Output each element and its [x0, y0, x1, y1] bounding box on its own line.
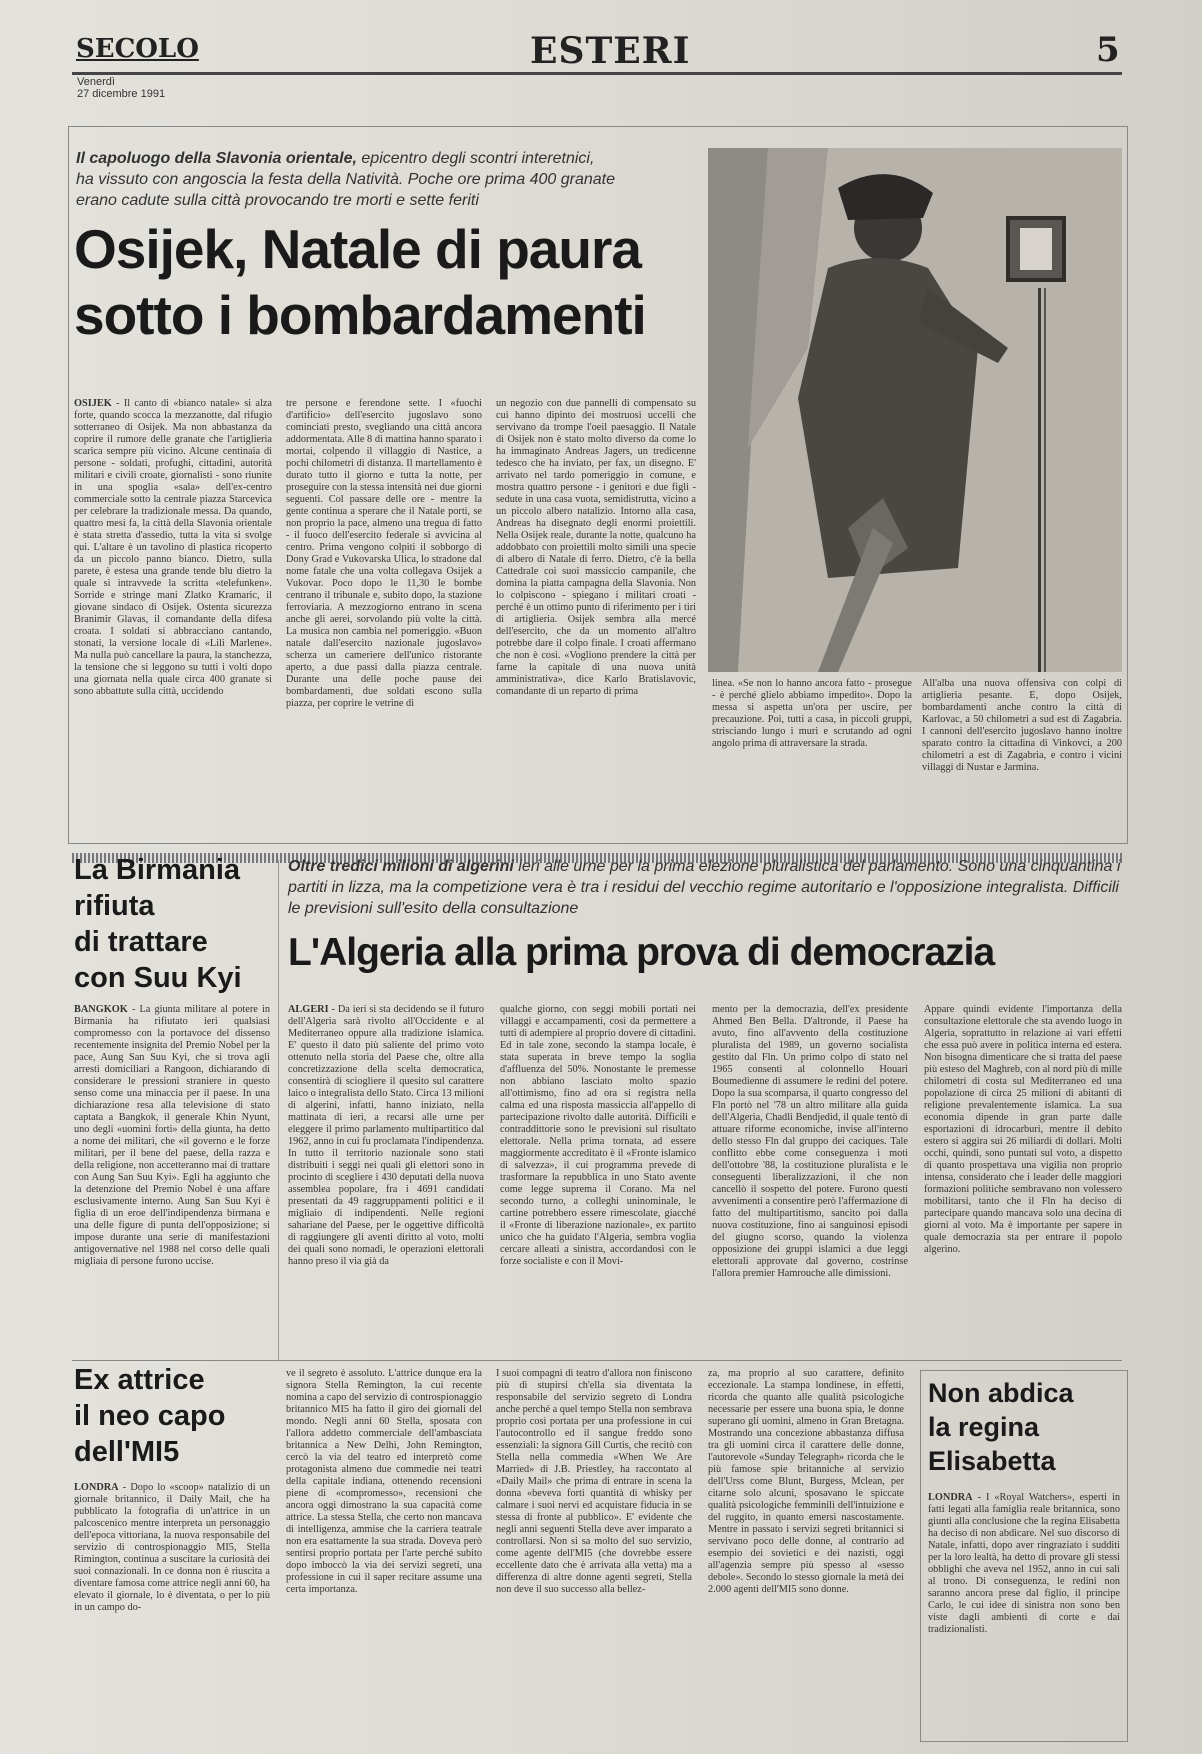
algeria-headline: L'Algeria alla prima prova di democrazia — [288, 931, 995, 974]
issue-date — [77, 76, 165, 100]
header-rule — [72, 72, 1122, 75]
mi5-col4-text: za, ma proprio al suo carattere, definito eccezionale. La stampa londinese, in effetti, ricorda che quanto alle qualità psicologiche necessarie per essere una buona spia, le donne superano gli uomini, almeno in Gran Bretagna. Mostrando una concezione abbastanza diffusa tra gli uomini circa il carattere delle donne, l'autorevole «Sunday Telegraph» ricorda che le più famose spie britanniche al servizio dell'Urss come Blunt, Burgess, Mclean, per citarne solo alcuni, sposavano le spiccate qualità psicologiche femminili dell'intuizione e del ruggito, in quanto emersi nascostamente. Mentre in passato i servizi segreti britannici si servivano poco delle donne, al contrario ad esempio dei sovietici e dei nazisti, oggi all'agenzia sempre più spesso al «sesso debole». Secondo lo stesso giornale la metà dei 2.000 agenti dell'MI5 sono donne. — [708, 1368, 904, 1595]
osijek-col3-text: un negozio con due pannelli di compensato su cui hanno dipinto dei mostruosi uccelli che servivano da trompe l'oeil paesaggio. Il Natale di Osijek non è stato molto diverso da come lo ha immaginato Andreas Jagers, un tredicenne tedesco che ha inviato, per fax, un disegno. E' arrivato nel tardo pomeriggio in comune, e mostra quattro persone - i genitori e due figli - sedute in una casa vuota, semidistrutta, vicino a un piccolo albero natalizio. Intorno alla casa, Andreas ha disegnato degli enormi proiettili. Nella Osijek reale, durante la notte, qualcuno ha addobbato con proiettili molto simili una specie di albero di Natale di ferro. Dietro, c'è la bella Cattedrale coi suoi massiccio campanile, che domina la piatta campagna della Slavonia. Non lo colpiscono - spiegano i militari croati - perché è un ottimo punto di riferimento per i tiri di artiglieria. Osijek sembra alla mercé dell'esercito, che da un momento all'altro potrebbe dare il colpo finale. I croati affermano che non è così. «Vogliono prendere la città per farne la capitale di una nuova unità amministrativa», dice Karlo Bratislavovic, comandante di un reparto di prima — [496, 398, 696, 697]
algeria-col1-text: - Da ieri si sta decidendo se il futuro dell'Algeria sarà rivolto all'Occidente e al Mediterraneo oppure alla tradizione islamica. E' questo il dato più saliente del primo voto ottenuto nella storia del Paese che, oltre alla concretizzazione della scelta democratica, consentirà di sciogliere il quesito sul carattere laico o integralista dello Stato. Circa 13 milioni di algerini, infatti, hanno iniziato, nella mattinata di ieri, a recarsi alle urne per eleggere il primo parlamento multipartitico dal 1962, anno in cui fu proclamata l'indipendenza. In tutto il territorio nazionale sono stati distribuiti i seggi nei quali gli elettori sono in procinto di scegliere i 430 deputati della nuova assemblea popolare, fra i 4691 candidati presentati da 49 raggruppamenti politici e il migliaio di indipendenti. Nelle regioni sahariane del Paese, per le oggettive difficoltà di raggiungere gli aventi diritto al voto, molti dei quali sono nomadi, le operazioni elettorali hanno preso il via già da — [288, 1004, 484, 1267]
mi5-col2-text: ve il segreto è assoluto. L'attrice dunque era la signora Stella Remington, la cui recente nomina a capo del servizio di controspionaggio britannico MI5 ha fatto il giro dei giornali del mondo. Negli anni 60 Stella, sposata con l'allora addetto commerciale dell'ambasciata britannica a New Delhi, John Remington, cercò la via del teatro ed interpretò come protagonista almeno due commedie nei teatri della capitale indiana, ottenendo recensioni piene di «compromesso», recensioni che ancora oggi dimostrano la sua capacità come attrice. La stessa Stella, che certo non mancava di intelligenza, ammise che la carriera teatrale non era esattamente la sua strada. Doveva però sentirsi proprio portata per l'arte perché subito dopo imboccò la via dei servizi segreti, una professione in cui il saper recitare assume una certa importanza. — [286, 1368, 482, 1595]
elisabetta-dateline: LONDRA — [928, 1492, 973, 1503]
birmania-dateline: BANGKOK — [74, 1004, 128, 1015]
elisabetta-text — [928, 1492, 1120, 1736]
mi5-col4 — [708, 1368, 904, 1740]
algeria-kicker — [288, 856, 1122, 919]
algeria-col4 — [924, 1004, 1122, 1356]
bottom-divider — [72, 1360, 1122, 1361]
osijek-col4-text: linea. «Se non lo hanno ancora fatto - prosegue - è perché glielo abbiamo impedito». Dopo la messa si aspetta un'ora per uscire, per precauzione. Poi, tutti a casa, in piccoli gruppi, strisciando lungo i muri e scrutando ad ogni angolo prima di attraversare la strada. — [712, 678, 912, 749]
mi5-headline-line3: dell'MI5 — [74, 1436, 180, 1468]
algeria-col2 — [500, 1004, 696, 1356]
osijek-col3 — [496, 398, 696, 838]
algeria-col4-text: Appare quindi evidente l'importanza della consultazione elettorale che sta avendo luogo in Algeria, soprattutto in relazione ai vari effetti che essa può avere in politica interna ed estera. Non bisogna dimenticare che si tratta del paese più esteso del Maghreb, con al nord più di mille chilometri di costa sul Mediterraneo ed una popolazione di circa 25 milioni di abitanti di religione prevalentemente islamica. La sua economia dipende in gran parte dalle esportazioni di idrocarburi, mentre il debito estero si aggira sui 26 miliardi di dollari. Molti occhi, quindi, sono puntati sul voto, a dispetto di quanto prospettava una vigilia non proprio intensa, considerato che i leader delle maggiori formazioni politiche sembravano non volessero mobilitarsi, tanto che il Fln ha deciso di partecipare quando mancava solo una decina di giorni al voto. Ma è importante per sapere in quale democrazia sta per entrare il popolo algerino. — [924, 1004, 1122, 1255]
algeria-col1 — [288, 1004, 484, 1356]
mi5-headline — [74, 1362, 274, 1470]
mi5-col3-text: I suoi compagni di teatro d'allora non finiscono più di stupirsi ch'ella sia diventata la responsabile del servizio segreto di Londra anche perché a quel tempo Stella non sembrava proprio così portata per una professione in cui l'autocontrollo ed il sangue freddo sono essenziali: la signora Gill Curtis, che recitò con Stella nella commedia «When We Are Married» di J.B. Priestley, ha raccontato al «Daily Mail» che prima di entrare in scena la donna «beveva forti quantità di whisky per calmare i suoi nervi ed acquistare fiducia in se stessa di fronte al pubblico». E' evidente che negli anni seguenti Stella deve aver imparato a controllarsi. Non si sa molto del suo servizio, come agente dell'MI5 (che dovrebbe essere eccellente dato che è arrivata alla vetta) ma a differenza di altre donne agenti segreti, Stella non deve il suo successo alla bellez- — [496, 1368, 692, 1595]
mi5-headline-line1: Ex attrice — [74, 1364, 205, 1396]
osijek-headline — [74, 216, 714, 348]
osijek-col2 — [286, 398, 482, 838]
osijek-col4 — [712, 678, 912, 838]
osijek-col1-text: - Il canto di «bianco natale» si alza forte, quando scocca la mezzanotte, dal rifugio sotterraneo di Osijek. Ma non abbastanza da coprire il rumore delle granate che l'artiglieria scarica sempre più vicino. Alcune centinaia di persone - soldati, profughi, cittadini, autorità militari e civili croate, giornalisti - sono riunite in una spoglia «sala» dell'ex-centro commerciale sotto la centrale piazza Starcevica per celebrare la tradizionale messa. Da quando, quattro mesi fa, la città della Slavonia orientale è stata stretta d'assedio, tutta la vita si svolge qui. L'altare è un tavolino di plastica ricoperto da un piccolo panno bianco. Dietro, sulla parete, è estesa una grande tende blu dietro la quale si intravvede la scritta «telefunken». Sorride e stringe mani Zlatko Kramaric, il giovane sindaco di Osijek. Ostenta sicurezza Branimir Glavas, il comandante della difesa croata. I soldati si abbracciano cantando, stonati, la versione locale di «Lili Marlene». Ma nulla può cancellare la paura, la stanchezza, la tensione che si leggono su tutti i volti dopo una giornata nella quale circa 400 granate si sono abbattute sulla città, uccidendo — [74, 398, 272, 697]
elisabetta-headline-line3: Elisabetta — [928, 1446, 1056, 1476]
osijek-col2-text: tre persone e ferendone sette. I «fuochi d'artificio» dell'esercito jugoslavo sono cominciati presto, svegliando una città ancora addormentata. Alle 8 di mattina hanno sparato i mortai, colpendo il villaggio di Nastice, a pochi chilometri di distanza. Il martellamento è durato tutto il giorno e tutta la notte, per proseguire con la stessa intensità nei due giorni seguenti. Col passare delle ore - mentre la gente continua a sperare che il Natale porti, se non proprio la pace, almeno una tregua di fatto - il fuoco dell'esercito federale si avvicina al centro. Prima vengono colpiti il sobborgo di Dony Grad e Vukovarska Ulica, lo stradone dal nome fatale che una volta collegava Osijek a Vukovar. Poco dopo le 11,30 le bombe centrano il tribunale e, subito dopo, la stazione ferroviaria. A mezzogiorno entrano in scena anche gli aerei, sorvolando più volte la città. La musica non cambia nel pomeriggio. «Buon natale dall'esercito nazionale jugoslavo» scherza un cameriere dell'unico ristorante aperto, a due passi dalla piazza centrale. Durante una delle poche pause dei bombardamenti, due soldati escono sulla piazza, per coprire le vetrine di — [286, 398, 482, 709]
elisabetta-headline-line1: Non abdica — [928, 1378, 1074, 1408]
elisabetta-headline-line2: la regina — [928, 1412, 1040, 1442]
mi5-col3 — [496, 1368, 692, 1740]
algeria-kicker-lead: Oltre tredici milioni di algerini — [288, 858, 514, 875]
birmania-body: - La giunta militare al potere in Birmania ha rifiutato ieri qualsiasi compromesso con la portavoce del dissenso recentemente insignita del Premio Nobel per la pace, Aung San Suu Kyi, che si trova agli arresti domiciliari a Rangoon, dichiarando di considerare le pressioni straniere in questo senso come una minaccia per il paese. In una dichiarazione resa alla televisione di stato captata a Bangkok, il generale Khin Nyunt, uno degli «uomini forti» della giunta, ha detto a nome dei militari, che «il governo e le forze militari, per il bene del paese, della razza e della religione, non accetteranno mai di trattare con Aung San Suu Kyi». Egli ha aggiunto che la detenzione del Premio Nobel è una affare esclusivamente interno. Aung San Suu Kyi è figlia di un eroe dell'indipendenza birmana e una delle figure di punta dell'opposizione; si impose durante una serie di manifestazioni antigovernative nel 1988 nel corso delle quali migliaia di persone furono uccise. — [74, 1004, 270, 1267]
page-number: 5 — [1096, 30, 1120, 70]
osijek-headline-line2: sotto i bombardamenti — [74, 284, 646, 346]
osijek-col5-text: All'alba una nuova offensiva con colpi di artiglieria pesante. E, dopo Osijek, bombardamenti anche contro la città di Karlovac, a 50 chilometri a sud est di Zagabria. I cannoni dell'esercito jugoslavo hanno inoltre sparato contro la cittadina di Vinkovci, a 200 chilometri a est di Zagabria, e contro i vicini villaggi di Nustar e Jarmina. — [922, 678, 1122, 773]
mi5-col2 — [286, 1368, 482, 1740]
mi5-col1 — [74, 1482, 270, 1740]
soldier-photo-graphic — [708, 148, 1122, 672]
birmania-headline — [74, 852, 274, 996]
algeria-col3 — [712, 1004, 908, 1356]
osijek-headline-line1: Osijek, Natale di paura — [74, 218, 641, 280]
birmania-headline-line2: rifiuta — [74, 890, 155, 922]
issue-day: Venerdì — [77, 76, 115, 88]
algeria-col2-text: qualche giorno, con seggi mobili portati nei villaggi e accampamenti, così da permettere a tutti di adempiere al proprio dovere di cittadini. Ed in tale zone, secondo la stampa locale, è stata superata in breve tempo la soglia d'affluenza del 50%. Nonostante le premesse non abbiano lasciato molto spazio all'ottimismo, fino ad ora si registra nella calma ed una risposta massiccia all'appello di partecipazione rivolto dalle autorità. Difficili e contraddittorie sono le previsioni sul risultato elettorale. Nella prima tornata, ad essere maggiormente accreditato è il «Fronte islamico di salvezza», il cui programma prevede di trasformare la repubblica in uno Stato avente come legge suprema il Corano. Ma nel secondo turno, a colleghi uninominale, le cartine potrebbero essere rimescolate, giacché il «Fronte di liberazione nazionale», ex partito unico che ha guidato l'Algeria, sembra voglia cercare alleati a sinistra, accordandosi con le forze socialiste e con il Movi- — [500, 1004, 696, 1267]
mi5-col1-text: - Dopo lo «scoop» natalizio di un giornale britannico, il Daily Mail, che ha pubblicato la fotografia di un'attrice in un palcoscenico mentre interpreta un personaggio dell'epoca vittoriana, la nuova responsabile del servizio di controspionaggio MI5, Stella Rimington, continua a suscitare la curiosità dei suoi connazionali. In ce donna non è riuscita a diventare famosa come attrice negli anni 60, ha elevato il giornale, lo è diventata, o per lo più in un campo do- — [74, 1482, 270, 1613]
section-title: ESTERI — [530, 30, 691, 72]
algeria-col3-text: mento per la democrazia, dell'ex presidente Ahmed Ben Bella. D'altronde, il Paese ha avuto, fino all'avvento della costituzione pluralista del 1989, un governo socialista gestito dal Fln. Un primo colpo di stato nel 1965 consentì al colonnello Houari Boumedienne di assumere le redini del potere. Dopo la sua scomparsa, il quarto congresso del Fln portò nel '78 un altro militare alla guida dell'Algeria, Chadli Bendjedid, il quale tentò di attuare riforme economiche, invise all'interno dello stesso Fln dal gruppo dei caciques. Tale conflitto ebbe come conseguenza i moti dell'ottobre '88, la costituzione pluralista e le conseguenti liberalizzazioni, il che non cancellò il sospetto del potere. Furono questi avvenimenti a consentire però l'affermazione di fatto del multipartitismo, sancito poi dalla nuova costituzione, fino ai sanguinosi episodi del giugno scorso, quando la violenza opposizione dei gruppi islamici a due leggi elettorali approvate dal governo, costrinse l'allora premier Hamrouche alle dimissioni. — [712, 1004, 908, 1279]
osijek-kicker-rest: epicentro degli scontri interetnici, ha vissuto con angoscia la festa della Natività. Poche ore prima 400 granate erano cadute sulla città provocando tre morti e sette feriti — [76, 150, 615, 209]
birmania-text — [74, 1004, 270, 1356]
soldier-photo — [708, 148, 1122, 672]
elisabetta-headline — [928, 1376, 1122, 1478]
birmania-headline-line4: con Suu Kyi — [74, 962, 242, 994]
algeria-kicker-rest: ieri alle urne per la prima elezione pluralistica del parlamento. Sono una cinquantina i partiti in lizza, ma la competizione vera è tra i residui del vecchio regime autoritario e l'opposizione integralista. Difficili le previsioni sull'esito della consultazione — [288, 858, 1121, 917]
mi5-dateline: LONDRA — [74, 1482, 119, 1493]
osijek-kicker-lead: Il capoluogo della Slavonia orientale, — [76, 150, 357, 167]
birmania-separator — [278, 860, 279, 1360]
algeria-dateline: ALGERI — [288, 1004, 329, 1015]
osijek-kicker — [76, 148, 616, 211]
masthead: SECOLO — [76, 34, 199, 64]
birmania-headline-line1: La Birmania — [74, 854, 240, 886]
elisabetta-body: - I «Royal Watchers», esperti in fatti legati alla famiglia reale britannica, sono giunti alla conclusione che la regina Elisabetta ha deciso di non abdicare. Nel suo discorso di Natale, infatti, dopo aver ringraziato i sudditi per la loro lealtà, ha detto di provare gli stessi obblighi che aveva nel 1952, anno in cui salì al trono. Di conseguenza, le redini non saranno ancora prese dal figlio, il principe Carlo, le cui idee di sinistra non sono ben viste dagli ambienti di corte e dai tradizionalisti. — [928, 1492, 1120, 1635]
osijek-col5 — [922, 678, 1122, 838]
osijek-dateline: OSIJEK — [74, 398, 112, 409]
osijek-col1 — [74, 398, 272, 838]
issue-date-text: 27 dicembre 1991 — [77, 88, 166, 100]
mi5-headline-line2: il neo capo — [74, 1400, 226, 1432]
birmania-headline-line3: di trattare — [74, 926, 208, 958]
